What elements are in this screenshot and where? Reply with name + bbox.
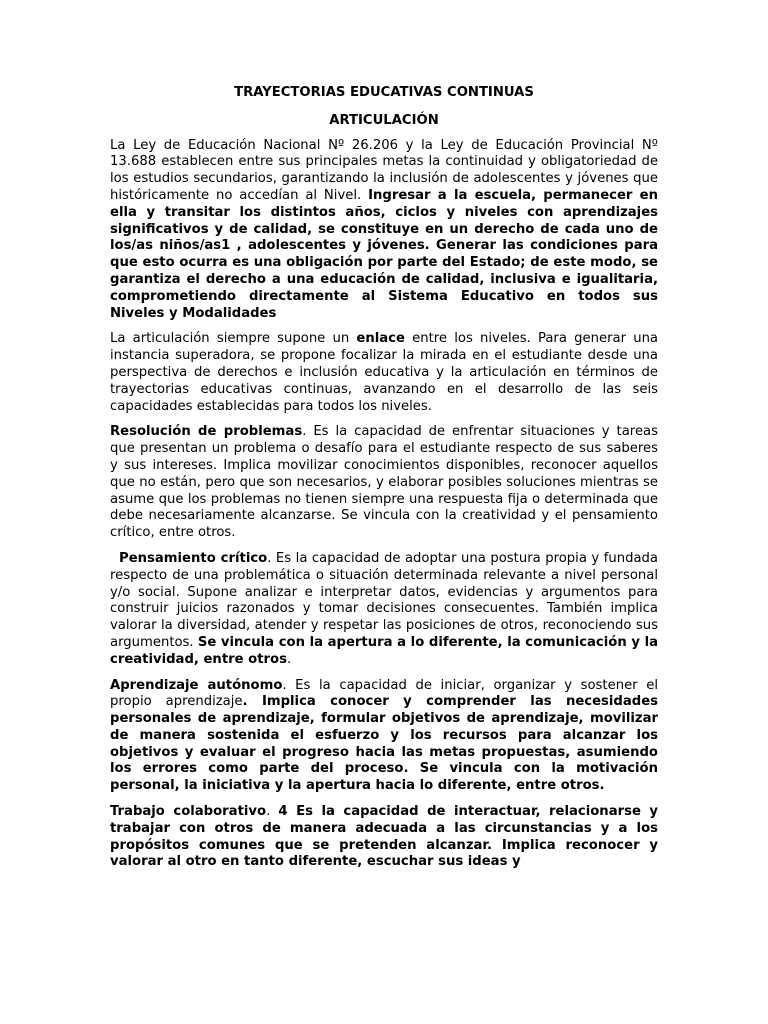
document-title: TRAYECTORIAS EDUCATIVAS CONTINUAS (234, 85, 534, 100)
capacity-heading-collaborative-work: Trabajo colaborativo (110, 804, 267, 820)
paragraph-laws-bold: Ingresar a la escuela, permanecer en ella y transitar los distintos años, ciclos y niveles con aprendizajes significativos y de calidad, se constituye en un derecho de cada uno de los/as niños/as1 , adolescentes y jóvenes. Generar las condiciones para que esto ocurra es una obligación por parte del Estado; de este modo, se garantiza el derecho a una educación de calidad, inclusiva e igualitaria, comprometiendo directamente al Sistema Educativo en todos sus Niveles y Modalidades (110, 187, 658, 321)
paragraph-autonomous-learning (110, 678, 658, 796)
paragraph-problem-solving-text: . Es la capacidad de enfrentar situaciones y tareas que presentan un problema o desafío para el estudiante respecto de sus saberes y sus intereses. Implica movilizar conocimientos disponibles, reconocer aquellos que no están, pero que son necesarios, y elaborar posibles soluciones mientras se asume que los problemas no tienen siempre una respuesta fija o determinada que debe necesariamente alcanzarse. Se vincula con la creatividad y el pensamiento crítico, entre otros. (110, 424, 659, 541)
paragraph-critical-thinking-end: . (286, 651, 292, 667)
paragraph-critical-thinking (110, 551, 658, 669)
document-page (110, 85, 658, 880)
capacity-heading-critical-thinking: Pensamiento crítico (119, 550, 268, 566)
paragraph-articulation-text-b: entre los niveles. Para generar una instancia superadora, se propone focalizar la mirada en el estudiante desde una perspectiva de derechos e inclusión educativa y la articulación en términos de trayectorias educativas continuas, avanzando en el desarrollo de las seis capacidades establecidas para todos los niveles. (110, 331, 659, 414)
paragraph-critical-thinking-bold: Se vincula con la apertura a lo diferente, la comunicación y la creatividad, entre otros (110, 634, 658, 667)
paragraph-laws-text: La Ley de Educación Nacional Nº 26.206 y la Ley de Educación Provincial Nº 13.688 establecen entre sus principales metas la continuidad y obligatoriedad de los estudios secundarios, garantizando la inclusión de adolescentes y jóvenes que históricamente no accedían al Nivel. (110, 137, 658, 203)
capacity-heading-problem-solving: Resolución de problemas (110, 424, 303, 440)
paragraph-collaborative-work-dot: . (266, 804, 279, 820)
paragraph-autonomous-learning-bold: . Implica conocer y comprender las necesidades personales de aprendizaje, formular objetivos de aprendizaje, movilizar de manera sostenida el esfuerzo y los recursos para alcanzar los objetivos y evaluar el progreso hacia las metas propuestas, asumiendo los errores como parte del proceso. Se vincula con la motivación personal, la iniciativa y la apertura hacia lo diferente, entre otros. (110, 694, 658, 794)
paragraph-collaborative-work-bold: 4 Es la capacidad de interactuar, relacionarse y trabajar con otros de manera adecuada a las circunstancias y a los propósitos comunes que se pretenden alcanzar. Implica reconocer y valorar al otro en tanto diferente, escuchar sus ideas y (110, 804, 659, 870)
paragraph-articulation-text-a: La articulación siempre supone un (110, 331, 357, 347)
paragraph-articulation-bold: enlace (356, 331, 405, 347)
paragraph-problem-solving (110, 424, 658, 542)
paragraph-laws (110, 138, 658, 323)
document-subtitle: ARTICULACIÓN (329, 112, 439, 128)
paragraph-autonomous-learning-text: . Es la capacidad de iniciar, organizar y sostener el propio aprendizaje (110, 677, 658, 710)
paragraph-articulation (110, 331, 658, 415)
capacity-heading-autonomous-learning: Aprendizaje autónomo (110, 677, 283, 693)
paragraph-critical-thinking-text: . Es la capacidad de adoptar una postura propia y fundada respecto de una problemática o situación determinada relevante a nivel personal y/o social. Supone analizar e interpretar datos, evidencias y argumentos para construir juicios razonados y tomar decisiones consecuentes. También implica valorar la diversidad, atender y respetar las posiciones de otros, reconociendo sus argumentos. (110, 550, 659, 650)
paragraph-collaborative-work (110, 804, 658, 871)
